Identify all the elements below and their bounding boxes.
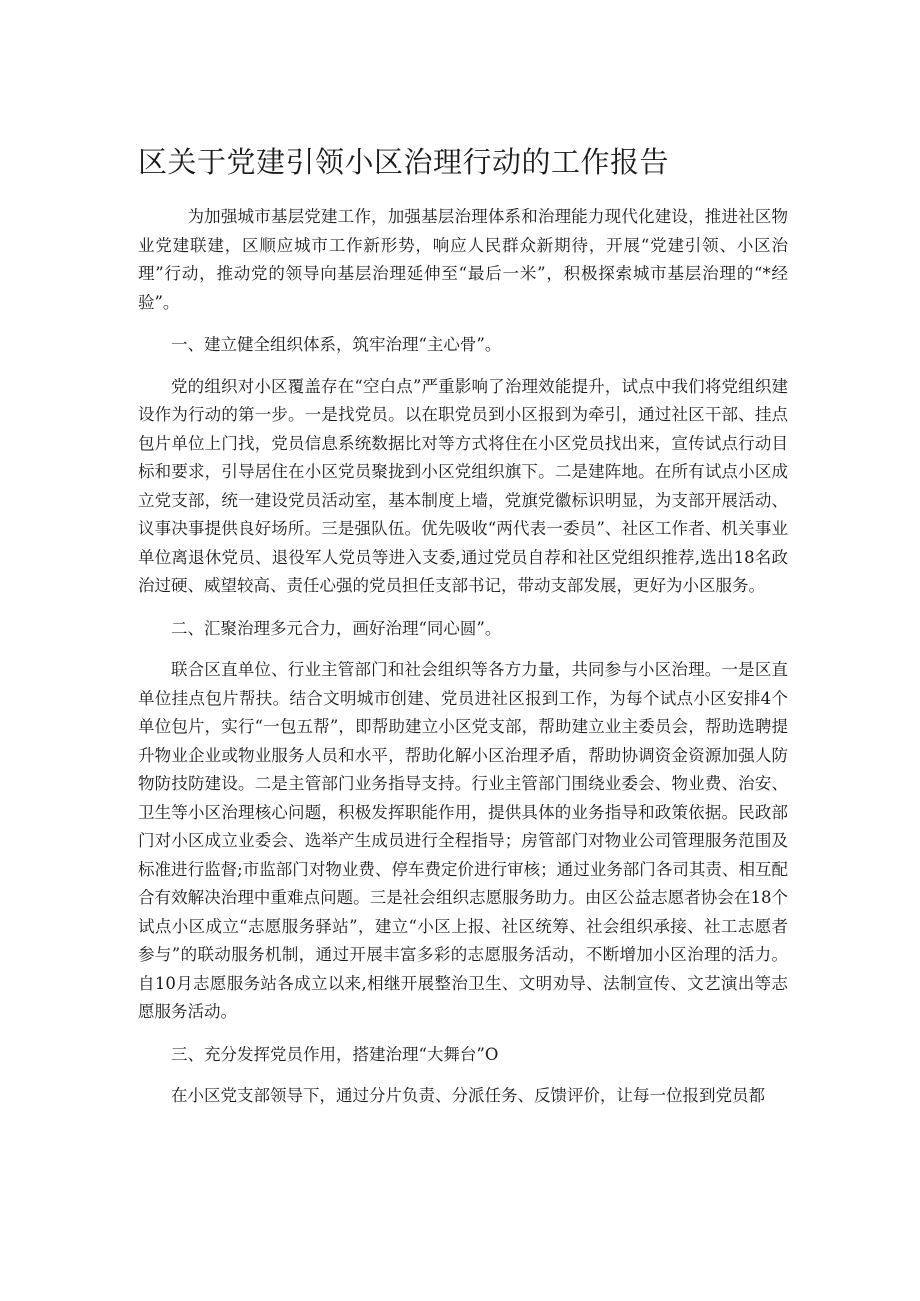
section-2-paragraph: 联合区直单位、行业主管部门和社会组织等各方力量，共同参与小区治理。一是区直单位挂点包片帮扶。结合文明城市创建、党员进社区报到工作，为每个试点小区安排4个单位包片，实行“一包五帮”，即帮助建立小区党支部，帮助建立业主委员会，帮助选聘提升物业企业或物业服务人员和水平，帮助化解小区治理矛盾，帮助协调资金资源加强人防物防技防建设。二是主管部门业务指导支持。行业主管部门围绕业委会、物业费、治安、卫生等小区治理核心问题，积极发挥职能作用，提供具体的业务指导和政策依据。民政部门对小区成立业委会、选举产生成员进行全程指导；房管部门对物业公司管理服务范围及标准进行监督;市监部门对物业费、停车费定价进行审核；通过业务部门各司其责、相互配合有效解决治理中重难点问题。三是社会组织志愿服务助力。由区公益志愿者协会在18个试点小区成立“志愿服务驿站”，建立“小区上报、社区统筹、社会组织承接、社工志愿者参与”的联动服务机制，通过开展丰富多彩的志愿服务活动，不断增加小区治理的活力。自10月志愿服务站各成立以来,相继开展整治卫生、文明劝导、法制宣传、文艺演出等志愿服务活动。	[138, 660, 788, 1021]
section-1-paragraph: 党的组织对小区覆盖存在“空白点”严重影响了治理效能提升，试点中我们将党组织建设作为行动的第一步。一是找党员。以在职党员到小区报到为牵引，通过社区干部、挂点包片单位上门找，党员信息系统数据比对等方式将住在小区党员找出来，宣传试点行动目标和要求，引导居住在小区党员聚拢到小区党组织旗下。二是建阵地。在所有试点小区成立党支部，统一建设党员活动室，基本制度上墙，党旗党徽标识明显，为支部开展活动、议事决事提供良好场所。三是强队伍。优先吸收“两代表一委员”、社区工作者、机关事业单位离退休党员、退役军人党员等进入支委,通过党员自荐和社区党组织推荐,选出18名政治过硬、威望较高、责任心强的党员担任支部书记，带动支部发展，更好为小区服务。	[138, 376, 788, 595]
document-body	[138, 203, 788, 1111]
section-heading-3: 三、充分发挥党员作用，搭建治理“大舞台”O	[171, 1044, 499, 1064]
section-3-paragraph: 在小区党支部领导下，通过分片负责、分派任务、反馈评价，让每一位报到党员都	[171, 1086, 765, 1105]
intro-paragraph: 为加强城市基层党建工作，加强基层治理体系和治理能力现代化建设，推进社区物业党建联建，区顺应城市工作新形势，响应人民群众新期待，开展“党建引领、小区治理”行动，推动党的领导向基层治理延伸至“最后一米”，积极探索城市基层治理的“*经验”。	[138, 207, 788, 312]
document-title: 区关于党建引领小区治理行动的工作报告	[138, 145, 670, 179]
section-heading-1: 一、建立健全组织体系，筑牢治理“主心骨”。	[171, 335, 502, 354]
section-heading-2: 二、汇聚治理多元合力，画好治理“同心圆”。	[171, 618, 502, 638]
